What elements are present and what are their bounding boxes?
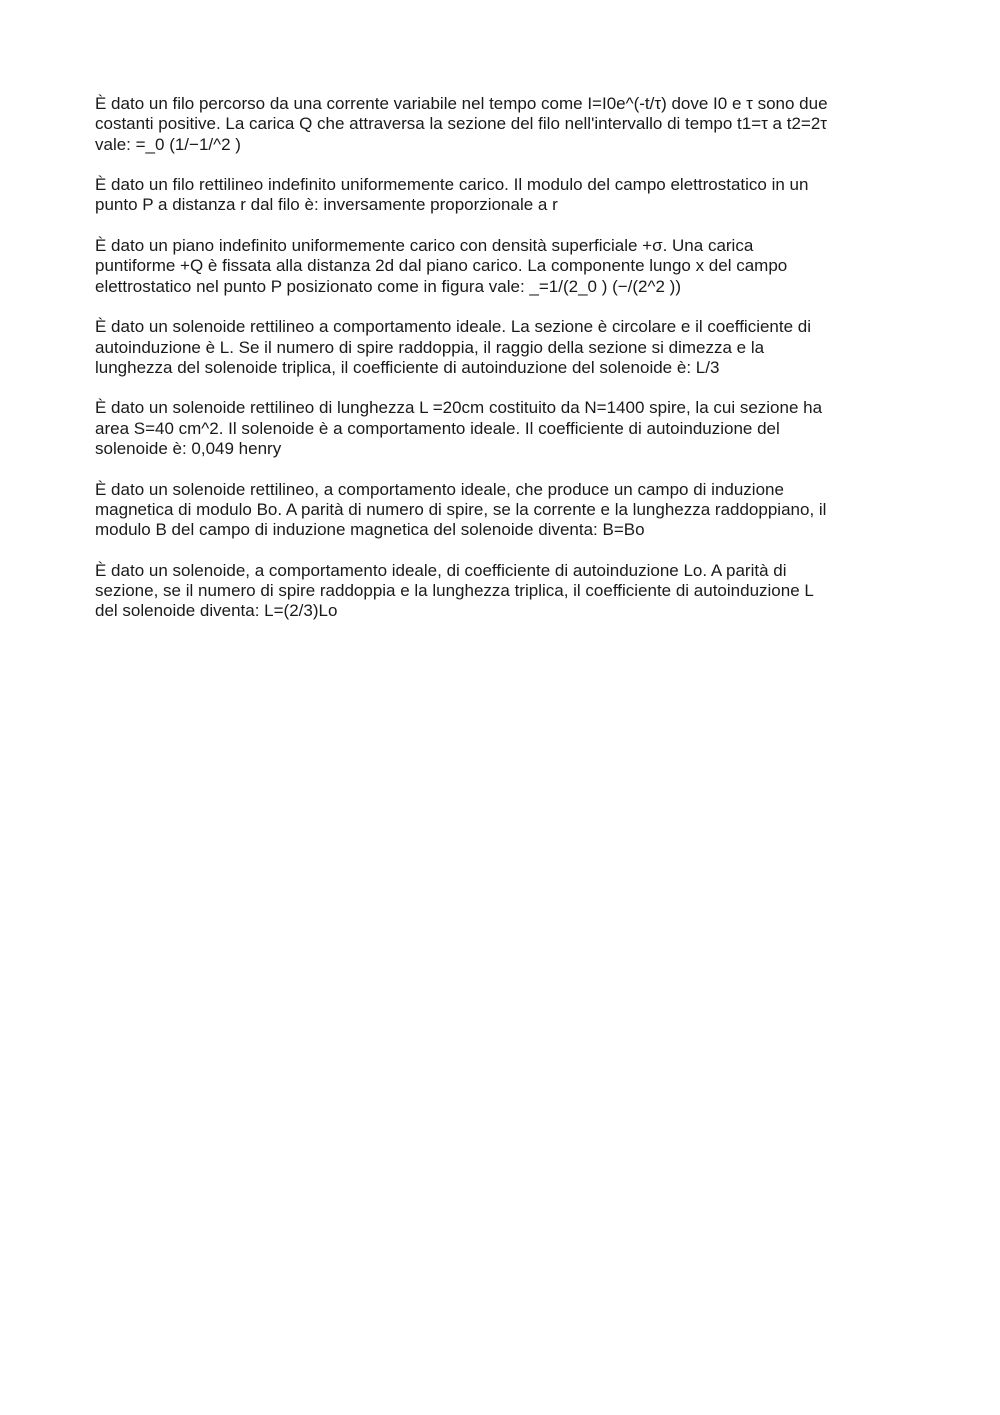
- paragraph-4: [95, 317, 910, 378]
- paragraph-3: [95, 236, 910, 297]
- paragraph-line: vale: =_0 (1/−1/^2 ): [95, 134, 241, 154]
- paragraph-line: punto P a distanza r dal filo è: inversamente proporzionale a r: [95, 195, 558, 215]
- paragraph-5: [95, 398, 910, 459]
- paragraph-6: [95, 480, 910, 541]
- paragraph-line: elettrostatico nel punto P posizionato come in figura vale: _=1/(2_0 ) (−/(2^2 )): [95, 276, 681, 296]
- paragraph-line: autoinduzione è L. Se il numero di spire raddoppia, il raggio della sezione si dimezza e la: [95, 337, 765, 357]
- paragraph-1: [95, 94, 910, 155]
- paragraph-line: È dato un piano indefinito uniformemente carico con densità superficiale +σ. Una carica: [95, 236, 754, 256]
- paragraph-line: del solenoide diventa: L=(2/3)Lo: [95, 601, 338, 621]
- paragraph-line: area S=40 cm^2. Il solenoide è a comportamento ideale. Il coefficiente di autoinduzione del: [95, 418, 780, 438]
- paragraph-line: È dato un solenoide rettilineo, a comportamento ideale, che produce un campo di induzione: [95, 479, 784, 499]
- paragraph-line: È dato un filo percorso da una corrente variabile nel tempo come I=I0e^(-t/τ) dove I0 e τ sono due: [95, 94, 828, 113]
- paragraph-line: È dato un solenoide, a comportamento ideale, di coefficiente di autoinduzione Lo. A parità di: [95, 560, 787, 580]
- paragraph-line: È dato un solenoide rettilineo di lunghezza L =20cm costituito da N=1400 spire, la cui sezione ha: [95, 398, 823, 418]
- paragraph-2: [95, 175, 910, 216]
- paragraph-line: È dato un filo rettilineo indefinito uniformemente carico. Il modulo del campo elettrostatico in un: [95, 175, 809, 195]
- paragraph-line: magnetica di modulo Bo. A parità di numero di spire, se la corrente e la lunghezza raddoppiano, il: [95, 499, 827, 519]
- paragraph-line: lunghezza del solenoide triplica, il coefficiente di autoinduzione del solenoide è: L/3: [95, 357, 720, 377]
- paragraph-line: costanti positive. La carica Q che attraversa la sezione del filo nell'intervallo di tempo t1=τ a t2=2τ: [95, 114, 828, 134]
- paragraph-7: [95, 561, 910, 622]
- document-body: [95, 94, 910, 642]
- paragraph-line: solenoide è: 0,049 henry: [95, 439, 282, 459]
- paragraph-line: sezione, se il numero di spire raddoppia e la lunghezza triplica, il coefficiente di autoinduzione L: [95, 581, 814, 601]
- paragraph-line: È dato un solenoide rettilineo a comportamento ideale. La sezione è circolare e il coefficiente di: [95, 317, 812, 337]
- paragraph-line: puntiforme +Q è fissata alla distanza 2d dal piano carico. La componente lungo x del campo: [95, 256, 788, 276]
- paragraph-line: modulo B del campo di induzione magnetica del solenoide diventa: B=Bo: [95, 520, 645, 540]
